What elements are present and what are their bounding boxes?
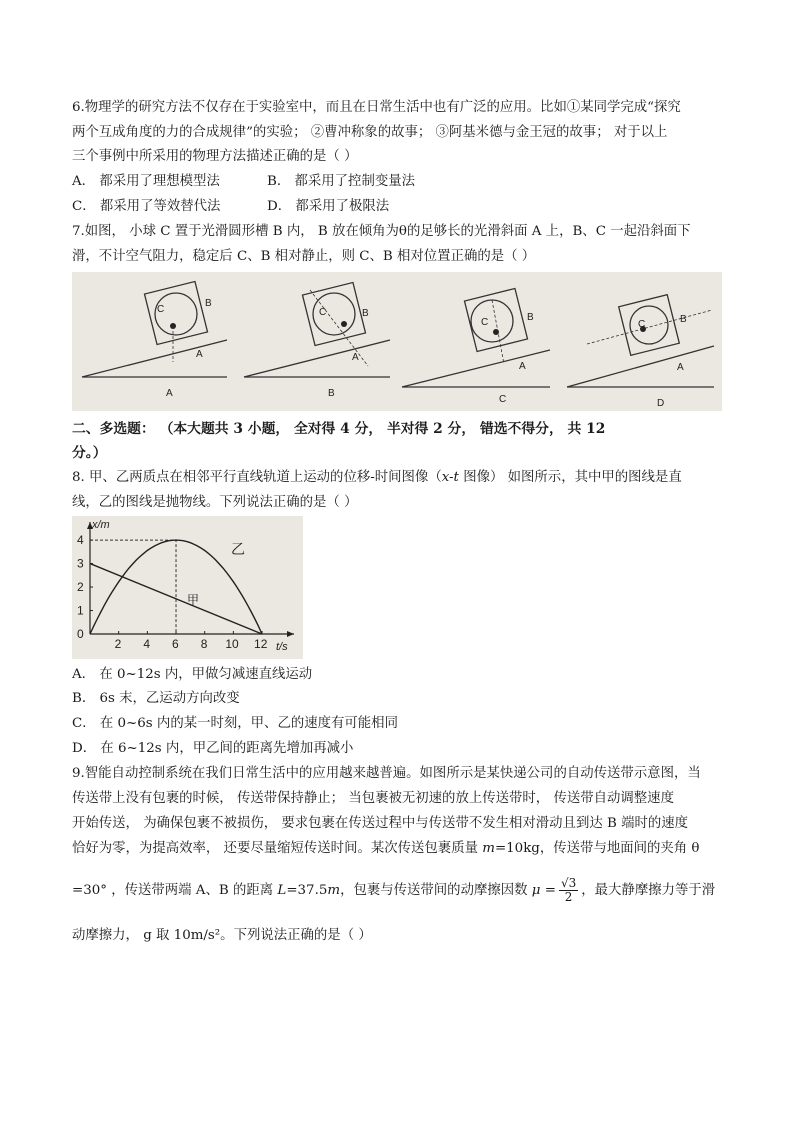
q6-option-b[interactable]: B． 都采用了控制变量法 — [267, 174, 416, 189]
q8-xt-symbol: x-t — [441, 470, 459, 485]
q7-ball-b — [341, 321, 347, 327]
q6-line-3: 三个事例中所采用的物理方法描述正确的是（ ） — [72, 149, 358, 164]
q9-meter-symbol: m — [327, 883, 341, 898]
q9-line-2: 传送带上没有包裹的时候， 传送带保持静止； 当包裹被无初速的放上传送带时， 传送带自动调整速度 — [72, 791, 674, 806]
q7-diagram — [72, 272, 722, 411]
q7-panel-a — [82, 281, 227, 377]
y-tick-label: 4 — [77, 533, 84, 548]
q6-option-c[interactable]: C． 都采用了等效替代法 — [72, 199, 221, 214]
x-axis-arrow — [287, 631, 294, 637]
q9-line-5-part-b: =37.5 — [286, 883, 328, 898]
q7-label-c-d: C — [638, 319, 646, 330]
q7-caption-d: D — [657, 398, 665, 409]
q7-label-c-c: C — [481, 317, 489, 328]
q7-label-b-c: B — [527, 312, 534, 323]
q9-mu-denominator: 2 — [564, 890, 573, 904]
q7-panel-c — [402, 288, 550, 387]
q7-panel-d — [567, 295, 714, 387]
q9-line-4 — [72, 840, 732, 858]
q9-mu-symbol: μ = — [531, 883, 556, 898]
q7-label-slope-a: A — [196, 349, 203, 360]
series-yi-label: 乙 — [231, 542, 245, 558]
y-axis-label: x/m — [92, 519, 110, 531]
q8-chart-svg — [72, 516, 303, 659]
q8-line-2: 线，乙的图线是抛物线。下列说法正确的是（ ） — [72, 495, 358, 510]
q9-line-5-part-d: ，最大静摩擦力等于滑 — [581, 883, 716, 898]
q9-line-3: 开始传送， 为确保包裹不被损伤， 要求包裹在传送过程中与传送带不发生相对滑动且到达 B 端时的速度 — [72, 816, 689, 831]
q9-line-4-part-a: 恰好为零，为提高效率， 还要尽量缩短传送时间。某次传送包裹质量 — [72, 841, 483, 856]
section-2-heading-line-1: 二、多选题： （本大题共 3 小题， 全对得 4 分， 半对得 2 分， 错选不得分， 共 12 — [72, 421, 606, 437]
q7-caption-c: C — [499, 394, 507, 405]
q6-line-1: 6.物理学的研究方法不仅存在于实验室中，而且在日常生活中也有广泛的应用。比如①某同学完成“探究 — [72, 100, 681, 115]
q8-line-1 — [72, 469, 732, 487]
q8-option-d[interactable]: D． 在 6~12s 内，甲乙间的距离先增加再减小 — [72, 741, 354, 756]
q9-line-6: 动摩擦力， g 取 10m/s²。下列说法正确的是（ ） — [72, 928, 372, 943]
q7-caption-b: B — [328, 388, 335, 399]
q7-label-slope-c: A — [519, 361, 526, 372]
y-tick-label: 1 — [77, 603, 84, 618]
x-tick-label: 6 — [172, 637, 179, 651]
x-tick-label: 12 — [254, 637, 268, 651]
y-tick-label: 2 — [77, 580, 84, 595]
q9-length-symbol: L — [277, 883, 287, 898]
q8-xt-chart — [72, 516, 303, 659]
q7-label-slope-d: A — [677, 362, 684, 373]
q7-figure — [72, 272, 722, 411]
q7-caption-a: A — [166, 388, 173, 399]
y-tick-label: 3 — [77, 556, 84, 571]
q7-label-b-a: B — [205, 298, 212, 309]
q8-option-c[interactable]: C． 在 0~6s 内的某一时刻，甲、乙的速度有可能相同 — [72, 716, 398, 731]
q9-line-4-part-b: =10kg，传送带与地面间的夹角 θ — [494, 841, 700, 856]
x-tick-label: 2 — [114, 637, 122, 651]
q7-label-b-b: B — [362, 308, 369, 319]
q9-mass-symbol: m — [482, 841, 495, 856]
q9-line-5 — [72, 876, 732, 906]
x-tick-label: 4 — [143, 637, 151, 651]
q9-mu-numerator: √3 — [560, 876, 577, 890]
q9-line-5-part-c: ，包裹与传送带间的动摩擦因数 — [340, 883, 532, 898]
x-tick-label: 10 — [225, 637, 239, 651]
y-tick-label: 0 — [77, 627, 84, 641]
q8-option-a[interactable]: A． 在 0~12s 内，甲做匀减速直线运动 — [72, 667, 313, 682]
q8-line-1-part-a: 8. 甲、乙两质点在相邻平行直线轨道上运动的位移-时间图像（ — [72, 470, 442, 485]
q7-label-c-b: C — [319, 307, 327, 318]
series-jia-label: 甲 — [187, 593, 200, 607]
q8-option-b[interactable]: B． 6s 末，乙运动方向改变 — [72, 691, 240, 706]
section-2-heading-line-2: 分。） — [72, 445, 107, 461]
q7-panel-b — [244, 282, 390, 377]
q8-line-1-part-c: 图像） 如图所示，其中甲的图线是直 — [458, 470, 682, 485]
q7-label-slope-b: A — [352, 352, 359, 363]
q7-label-b-d: B — [680, 314, 687, 325]
x-axis-label: t/s — [276, 641, 288, 653]
q7-label-c-a: C — [157, 304, 165, 315]
q6-line-2: 两个互成角度的力的合成规律”的实验； ②曹冲称象的故事； ③阿基米德与金王冠的故事； 对于以上 — [72, 125, 668, 140]
q7-line-2: 滑，不计空气阻力，稳定后 C、B 相对静止，则 C、B 相对位置正确的是（ ） — [72, 249, 536, 264]
q7-line-1: 7.如图， 小球 C 置于光滑圆形槽 B 内， B 放在倾角为θ的足够长的光滑斜面 A 上，B、C 一起沿斜面下 — [72, 224, 691, 239]
q9-line-5-part-a: =30° ，传送带两端 A、B 的距离 — [72, 883, 278, 898]
q6-option-d[interactable]: D． 都采用了极限法 — [267, 199, 390, 214]
q9-line-1: 9.智能自动控制系统在我们日常生活中的应用越来越普遍。如图所示是某快递公司的自动传送带示意图，当 — [72, 766, 701, 781]
q9-mu-fraction — [559, 877, 578, 904]
q6-option-a[interactable]: A． 都采用了理想模型法 — [72, 174, 220, 189]
dashed-guide — [90, 540, 176, 634]
x-tick-label: 8 — [200, 637, 208, 651]
q8-chart-guides — [90, 540, 176, 634]
